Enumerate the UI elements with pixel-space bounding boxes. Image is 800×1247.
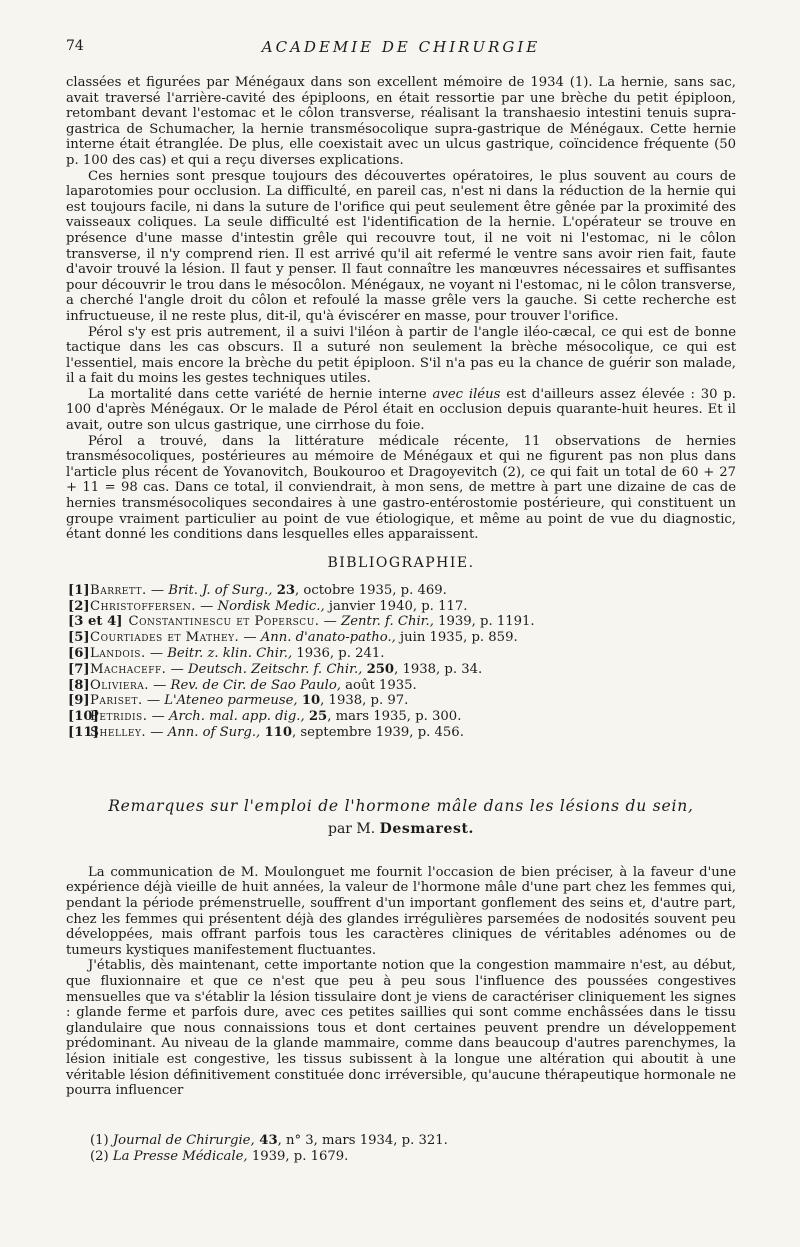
bibliography-heading: BIBLIOGRAPHIE. [327, 554, 475, 571]
paragraph: Pérol s'y est pris autrement, il a suivi l'iléon à partir de l'angle iléo-cæcal, ce qui est de bonne tactique dans les cas obscurs. Il a suturé non seulement la brèche mésocolique, ce qui est l'essentiel, mais encore la brèche du petit épiploon. S'il n'a pas eu la chance de guérir son malade, il a fait du moins les gestes techniques utiles. [66, 324, 736, 387]
paragraph-continued: classées et figurées par Ménégaux dans son excellent mémoire de 1934 (1). La hernie, sans sac, avait traversé l'arrière-cavité des épiploons, en était ressortie par une brèche du petit épiploon, retombant devant l'estomac et le côlon transverse, réalisant la transhaesio intestini tenuis supra-gastrica de Schumacher, la hernie transmésocolique supra-gastrique de Ménégaux. Cette hernie interne était étranglée. De plus, elle coexistait avec un ulcus gastrique, coïncidence fréquente (50 p. 100 des cas) et qui a reçu diverses explications. [66, 75, 736, 168]
page-body [66, 75, 736, 1099]
author-name: Desmarest. [379, 820, 474, 837]
footnote: (2) La Presse Médicale, 1939, p. 1679. [90, 1149, 349, 1164]
bibliography-list [66, 583, 736, 741]
reference-item: [5]Courtiades et Mathey. — Ann. d'anato-patho., juin 1935, p. 859. [68, 630, 518, 646]
page-header [66, 38, 736, 60]
page-number: 74 [66, 38, 84, 54]
reference-item: [10]Petridis. — Arch. mal. app. dig., 25, mars 1935, p. 300. [68, 709, 462, 725]
running-title: ACADEMIE DE CHIRURGIE [261, 38, 541, 56]
reference-item: [7]Machaceff. — Deutsch. Zeitschr. f. Chir., 250, 1938, p. 34. [68, 661, 483, 677]
reference-item: [9]Pariset. — L'Ateneo parmeuse, 10, 1938, p. 97. [68, 693, 409, 709]
byline: par M. Desmarest. [327, 820, 474, 837]
article-paragraph: J'établis, dès maintenant, cette importante notion que la congestion mammaire n'est, au début, que fluxionnaire et que ce n'est que peu à peu sous l'influence des poussées congestives mensuelles que va s'établir la lésion tissulaire dont je viens de caractériser cliniquement les signes : glande ferme et parfois dure, avec ces petites saillies qui sont comme enchâssées dans le tissu glandulaire que nous connaissions tous et dont certaines peuvent prendre un développement prédominant. Au niveau de la glande mammaire, comme dans beaucoup d'autres parenchymes, la lésion initiale est congestive, les tissus subissent à la longue une altération qui aboutit à une véritable lésion définitivement constituée donc irréversible, qu'aucune thérapeutique hormonale ne pourra influencer [66, 958, 736, 1099]
article-paragraph: La communication de M. Moulonguet me fournit l'occasion de bien préciser, à la faveur d'une expérience déjà vieille de huit années, la valeur de l'hormone mâle d'une part chez les femmes qui, pendant la période prémenstruelle, souffrent d'un important gonflement des seins et, d'autre part, chez les femmes qui présentent déjà des glandes irrégulières parsemées de nodosités souvent peu développées, mais offrant parfois tous les caractères cliniques de véritables adénomes ou de tumeurs kystiques manifestement fluctuantes. [66, 864, 736, 958]
reference-item: [6]Landois. — Beitr. z. klin. Chir., 1936, p. 241. [68, 646, 385, 661]
reference-item: [2]Christoffersen. — Nordisk Medic., janvier 1940, p. 117. [68, 598, 468, 614]
paragraph-mortality: La mortalité dans cette variété de hernie interne avec iléus est d'ailleurs assez élevée : 30 p. 100 d'après Ménégaux. Or le malade de Pérol était en occlusion depuis quarante-huit heures. Et il avait, outre son ulcus gastrique, une cirrhose du foie. [66, 386, 737, 434]
reference-item: [11]Shelley. — Ann. of Surg., 110, septembre 1939, p. 456. [68, 724, 464, 740]
paragraph: Ces hernies sont presque toujours des découvertes opératoires, le plus souvent au cours de laparotomies pour occlusion. La difficulté, en pareil cas, n'est ni dans la réduction de la hernie qui est toujours facile, ni dans la suture de l'orifice qui peut seulement être gênée par la proximité des vaisseaux coliques. La seule difficulté est l'identification de la hernie. L'opérateur se trouve en présence d'une masse d'intestin grêle qui recouvre tout, il ne voit ni l'estomac, ni le côlon transverse, il n'y comprend rien. Il est arrivé qu'il ait refermé le ventre sans avoir rien fait, faute d'avoir trouvé la lésion. Il faut y penser. Il faut connaître les manœuvres nécessaires et suffisantes pour découvrir le trou dans le mésocôlon. Ménégaux, ne voyant ni l'estomac, ni le côlon transverse, a cherché l'angle droit du côlon et refoulé la masse grêle vers la gauche. Si cette recherche est infructueuse, il ne reste plus, dit-il, qu'à éviscérer en masse, pour trouver l'orifice. [66, 168, 736, 324]
paragraph: Pérol a trouvé, dans la littérature médicale récente, 11 observations de hernies transmésocoliques, postérieures au mémoire de Ménégaux et qui ne figurent pas non plus dans l'article plus récent de Yovanovitch, Boukouroo et Dragoyevitch (2), ce qui fait un total de 60 + 27 + 11 = 98 cas. Dans ce total, il conviendrait, à mon sens, de mettre à part une dizaine de cas de hernies transmésocoliques secondaires à une gastro-entérostomie postérieure, qui constituent un groupe vraiment particulier au point de vue étiologique, et même au point de vue du diagnostic, étant donné les conditions dans lesquelles elles apparaissent. [66, 433, 736, 543]
footnotes [90, 1133, 730, 1165]
reference-item: [1]Barrett. — Brit. J. of Surg., 23, octobre 1935, p. 469. [68, 582, 447, 598]
emphasis: avec iléus [432, 386, 501, 402]
article-title: Remarques sur l'emploi de l'hormone mâle dans les lésions du sein, [108, 796, 694, 815]
footnote: (1) Journal de Chirurgie, 43, n° 3, mars 1934, p. 321. [90, 1133, 448, 1148]
reference-item: [3 et 4] Constantinescu et Poperscu. — Zentr. f. Chir., 1939, p. 1191. [68, 614, 535, 630]
reference-item: [8]Oliviera. — Rev. de Cir. de Sao Paulo, août 1935. [68, 677, 417, 693]
